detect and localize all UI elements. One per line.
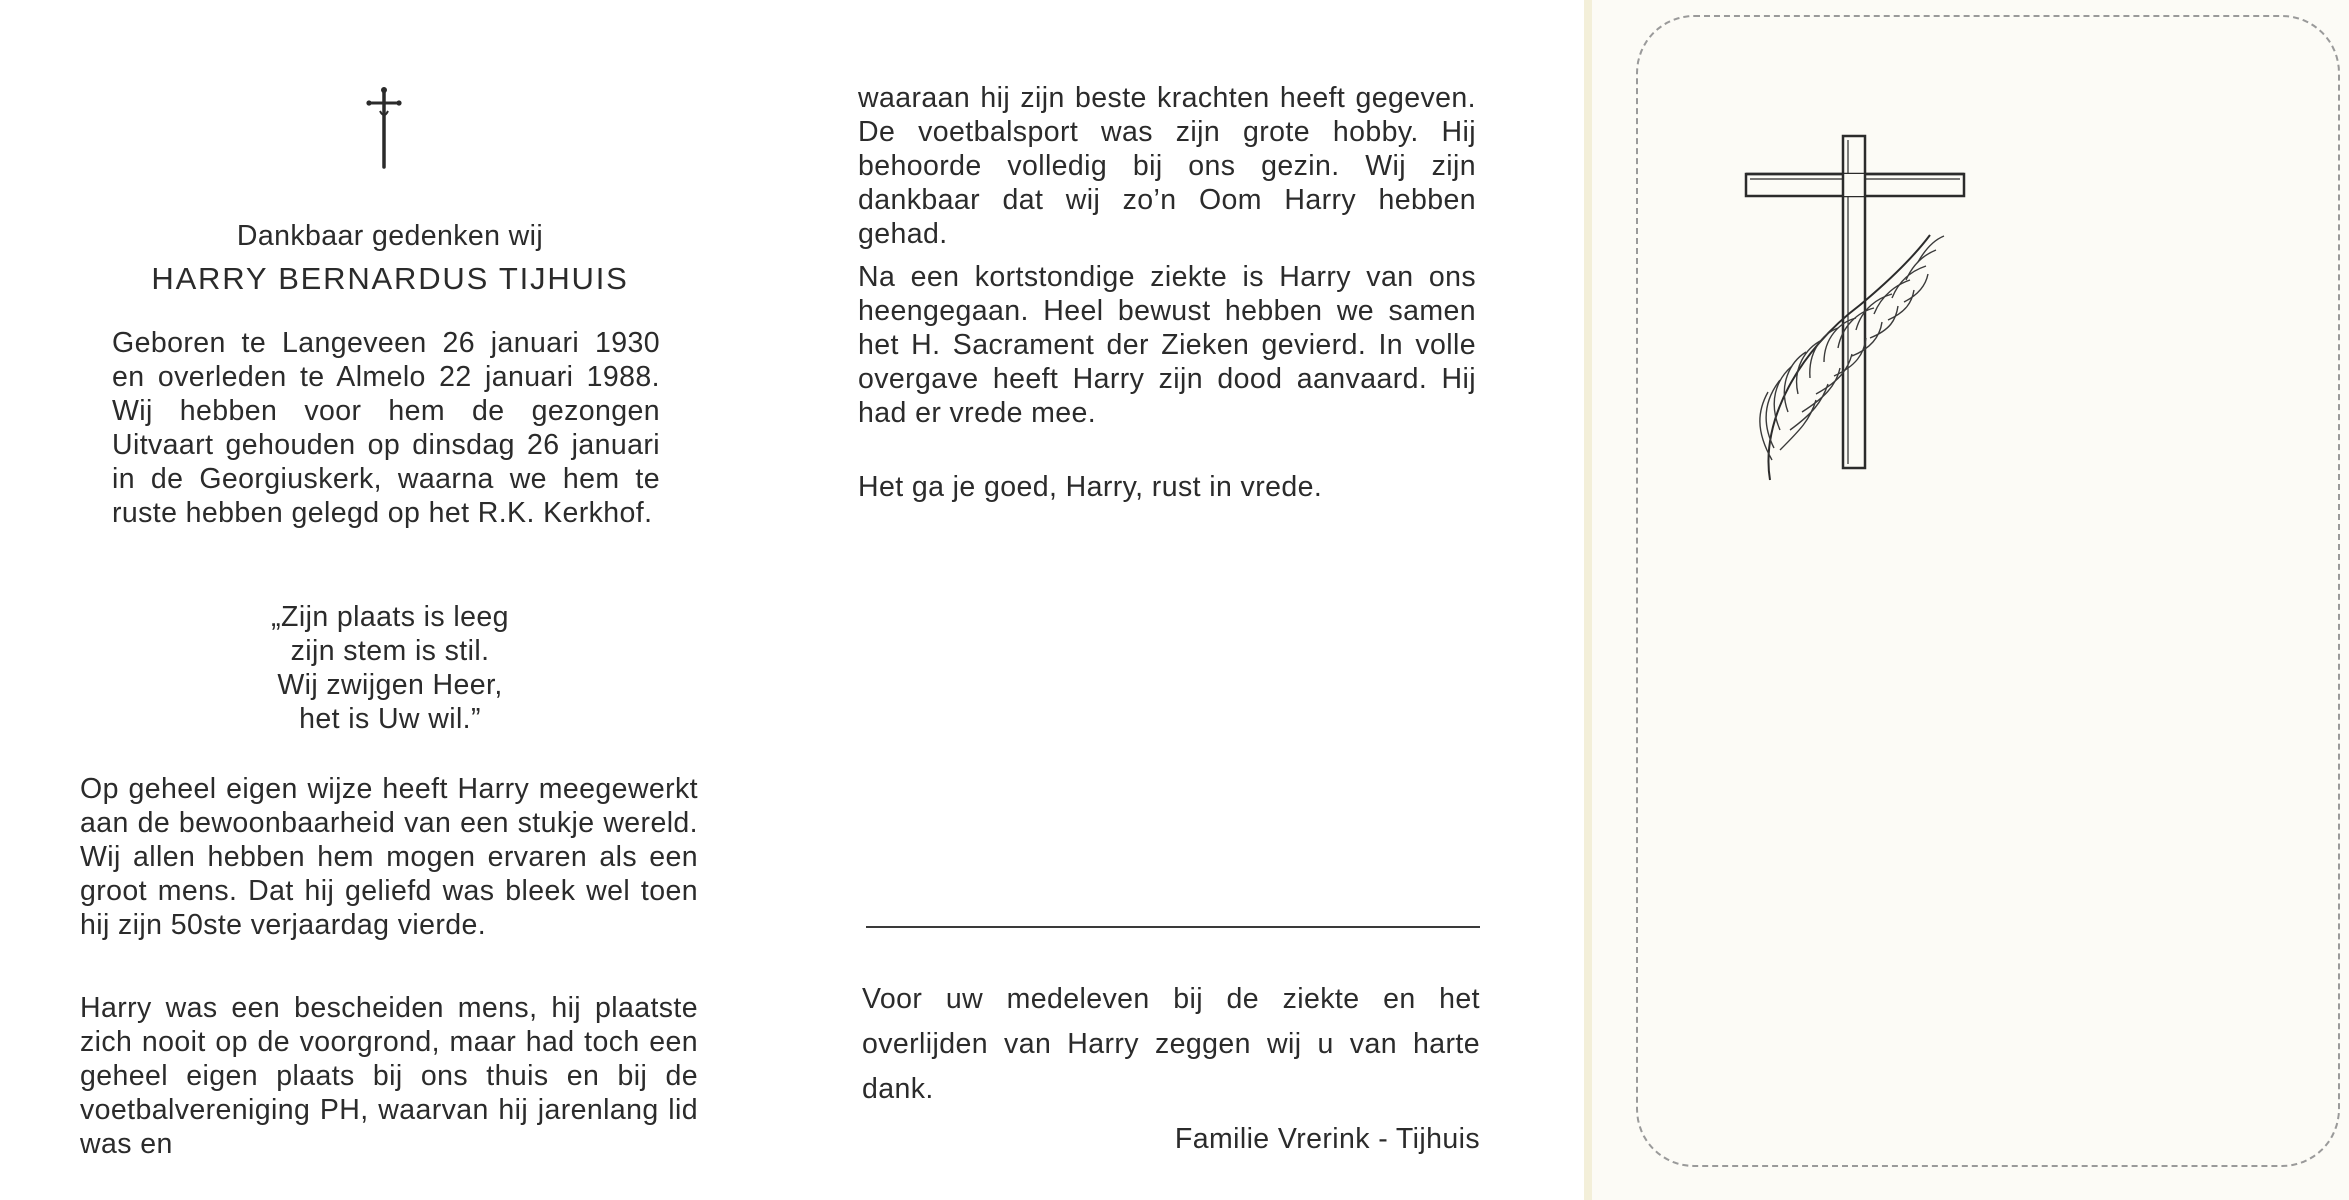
poem-line: Wij zwijgen Heer, bbox=[277, 669, 503, 701]
deceased-name: HARRY BERNARDUS TIJHUIS bbox=[151, 261, 629, 296]
small-cross-icon bbox=[364, 85, 404, 170]
intro-line: Dankbaar gedenken wij bbox=[236, 220, 544, 252]
middle-page bbox=[800, 0, 1600, 1200]
poem-line: „Zijn plaats is leeg bbox=[271, 601, 509, 633]
family-signature: Familie Vrerink - Tijhuis bbox=[1174, 1123, 1480, 1155]
birth-paragraph: Geboren te Langeveen 26 januari 1930 en overleden te Almelo 22 januari 1988. Wij hebben voor hem de gezongen Uitvaart gehouden op dinsdag 26 januari in de Georgiuskerk, waarna we hem te ruste hebben gelegd op het R.K. Kerkhof. bbox=[112, 327, 660, 529]
poem-line: zijn stem is stil. bbox=[290, 635, 490, 667]
bio-paragraph-1: Op geheel eigen wijze heeft Harry meegewerkt aan de bewoonbaarheid van een stukje wereld. Wij allen hebben hem mogen ervaren als een groot mens. Dat hij geliefd was bleek wel toen hij zijn 50ste verjaardag vierde. bbox=[80, 773, 698, 941]
divider bbox=[866, 926, 1480, 928]
bio-paragraph-2: Harry was een bescheiden mens, hij plaatste zich nooit op de voorgrond, maar had toch een geheel eigen plaats bij ons thuis en bij de voetbalvereniging PH, waarvan hij jarenlang lid was en bbox=[80, 992, 698, 1160]
poem-line: het is Uw wil.” bbox=[299, 703, 481, 735]
farewell-line: Het ga je goed, Harry, rust in vrede. bbox=[858, 471, 1323, 503]
left-page bbox=[0, 0, 800, 1200]
poem bbox=[180, 600, 600, 736]
cross-with-palm-icon bbox=[1740, 130, 1970, 490]
thanks-paragraph: Voor uw medeleven bij de ziekte en het overlijden van Harry zeggen wij u van harte dank. bbox=[862, 983, 1480, 1105]
illness-paragraph: Na een kortstondige ziekte is Harry van ons heengegaan. Heel bewust hebben we samen het H. Sacrament der Zieken gevierd. In volle overgave heeft Harry zijn dood aanvaard. Hij had er vrede mee. bbox=[858, 261, 1476, 429]
continuation-paragraph: waaraan hij zijn beste krachten heeft gegeven. De voetbalsport was zijn grote hobby. Hij behoorde volledig bij ons gezin. Wij zijn dankbaar dat wij zo’n Oom Harry hebben gehad. bbox=[858, 82, 1476, 250]
